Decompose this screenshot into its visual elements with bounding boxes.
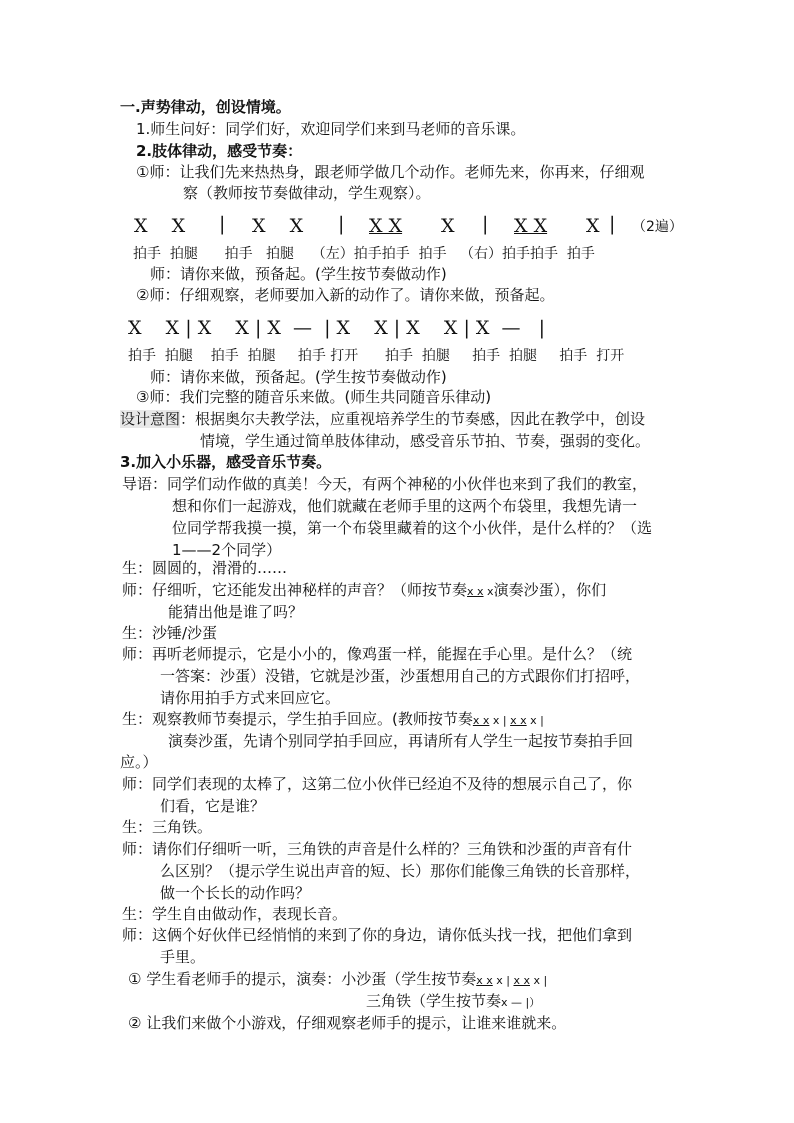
rhythm-2-action-labels: 拍手 拍腿 拍手 拍腿 拍手 打开 拍手 拍腿 拍手 拍腿 拍手 打开 bbox=[128, 348, 625, 364]
teacher-line-2a: 师：再听老师提示，它是小小的，像鸡蛋一样，能握在手心里。是什么？（统 bbox=[122, 645, 633, 663]
activity-2: ② 让我们来做个小游戏，仔细观察老师手的提示，让谁来谁就来。 bbox=[128, 1014, 567, 1032]
item-2-heading: 2.肢体律动，感受节奏： bbox=[136, 142, 303, 160]
rhythm-1-action-labels: 拍手 拍腿 拍手 拍腿 （左）拍手拍手 拍手 （右）拍手拍手 拍手 bbox=[133, 246, 595, 262]
item-1-greeting: 1.师生问好：同学们好，欢迎同学们来到马老师的音乐课。 bbox=[136, 120, 526, 138]
teacher-line-4a: 师：请你们仔细听一听，三角铁的声音是什么样的？三角铁和沙蛋的声音有什 bbox=[122, 840, 633, 858]
intro-line-4: 1——2个同学） bbox=[172, 541, 282, 559]
teacher-line-2b: 一答案：沙蛋）没错，它就是沙蛋，沙蛋想用自己的方式跟你们打招呼， bbox=[160, 667, 641, 685]
design-intent-line-1: 设计意图：根据奥尔夫教学法，应重视培养学生的节奏感，因此在教学中，创设 bbox=[120, 410, 646, 428]
rhythm-1-measure-3-quarter: X bbox=[441, 215, 455, 237]
student-answer-1: 生：圆圆的，滑滑的…… bbox=[122, 559, 288, 577]
intro-line-2: 想和你们一起游戏，他们就藏在老师手里的这两个布袋里，我想先请一 bbox=[172, 497, 638, 515]
rhythm-inline: x x bbox=[467, 585, 484, 598]
rhythm-1-barline: | bbox=[609, 213, 616, 235]
teacher-line-2c: 请你用拍手方式来回应它。 bbox=[160, 689, 341, 707]
activity-1-line-1: ① 学生看老师手的提示，演奏：小沙蛋（学生按节奏x x x | x x x | bbox=[128, 970, 548, 988]
student-answer-3b: 演奏沙蛋，先请个别同学拍手回应，再请所有人学生一起按节奏拍手回 bbox=[168, 732, 634, 750]
rhythm-1-repeat-count: （2遍） bbox=[632, 219, 683, 235]
teacher-line-5b: 手里。 bbox=[160, 948, 206, 966]
teacher-line-5a: 师：这俩个好伙伴已经悄悄的来到了你的身边，请你低头找一找，把他们拿到 bbox=[122, 926, 633, 944]
rhythm-1-measure-3-eighths: X X bbox=[369, 215, 403, 237]
student-answer-3c: 应。） bbox=[120, 753, 158, 771]
activity-1-line-2: 三角铁（学生按节奏x — |） bbox=[366, 992, 541, 1010]
design-intent-label: 设计意图 bbox=[120, 410, 181, 428]
intro-line-3: 位同学帮我摸一摸，第一个布袋里藏着的这个小伙伴，是什么样的？（选 bbox=[172, 519, 653, 537]
intro-line-1: 导语：同学们动作做的真美！今天，有两个神秘的小伙伴也来到了我们的教室， bbox=[122, 475, 648, 493]
teacher-prompt-1: 师：请你来做，预备起。(学生按节奏做动作) bbox=[150, 265, 447, 283]
teacher-line-1b: 能猜出他是谁了吗？ bbox=[168, 603, 304, 621]
rhythm-1-measure-4-quarter: X bbox=[586, 215, 600, 237]
rhythm-1-measure-4-eighths: X X bbox=[514, 215, 548, 237]
teacher-prompt-2: 师：请你来做，预备起。(学生按节奏做动作) bbox=[150, 368, 447, 386]
rhythm-1-barline: | bbox=[219, 213, 226, 235]
teacher-line-1a: 师：仔细听，它还能发出神秘样的声音？（师按节奏x x x演奏沙蛋），你们 bbox=[122, 581, 607, 599]
section-1-title: 一.声势律动，创设情境。 bbox=[120, 98, 291, 116]
rhythm-1-barline: | bbox=[338, 213, 345, 235]
student-answer-5: 生：学生自由做动作，表现长音。 bbox=[122, 905, 348, 923]
rhythm-2-notation: X X | X X | X — | X X | X X | X — | bbox=[128, 317, 546, 339]
teacher-line-4b: 么区别？（提示学生说出声音的短、长）那你们能像三角铁的长音那样， bbox=[160, 862, 641, 880]
section-3-title: 3.加入小乐器，感受音乐节奏。 bbox=[120, 453, 332, 471]
student-answer-4: 生：三角铁。 bbox=[122, 818, 213, 836]
rhythm-1-measure-1: X X bbox=[134, 215, 186, 237]
design-intent-line-2: 情境，学生通过简单肢体律动，感受音乐节拍、节奏，强弱的变化。 bbox=[200, 432, 651, 450]
step-2: ②师：仔细观察，老师要加入新的动作了。请你来做，预备起。 bbox=[136, 286, 555, 304]
student-answer-3a: 生：观察教师节奏提示，学生拍手回应。(教师按节奏x x x | x x x | bbox=[122, 710, 544, 728]
step-3: ③师：我们完整的随音乐来做。(师生共同随音乐律动) bbox=[136, 388, 492, 406]
step-1-line-2: 察（教师按节奏做律动，学生观察）。 bbox=[183, 184, 431, 202]
teacher-line-3a: 师：同学们表现的太棒了，这第二位小伙伴已经迫不及待的想展示自己了，你 bbox=[122, 775, 633, 793]
teacher-line-3b: 们看，它是谁？ bbox=[160, 797, 266, 815]
rhythm-1-measure-2: X X bbox=[252, 215, 304, 237]
student-answer-2: 生：沙锤/沙蛋 bbox=[122, 624, 218, 642]
step-1-line-1: ①师：让我们先来热热身，跟老师学做几个动作。老师先来，你再来，仔细观 bbox=[136, 163, 645, 181]
rhythm-1-barline: | bbox=[482, 213, 489, 235]
teacher-line-4c: 做一个长长的动作吗？ bbox=[160, 884, 311, 902]
